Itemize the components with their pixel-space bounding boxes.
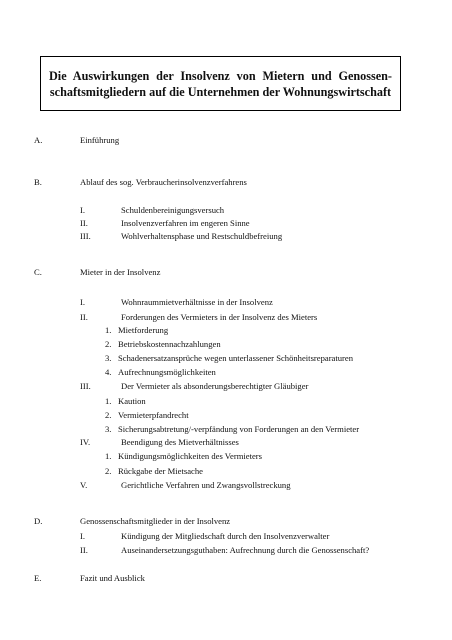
outline-item-text: Fazit und Ausblick — [80, 573, 145, 583]
outline-item-text: Forderungen des Vermieters in der Insolvenz des Mieters — [121, 312, 318, 322]
outline-item-label: IV. — [80, 437, 91, 447]
outline-item-label: II. — [80, 218, 88, 228]
outline-item-text: Einführung — [80, 135, 120, 145]
outline-item-text: Der Vermieter als absonderungsberechtigter Gläubiger — [121, 381, 309, 391]
outline-item-text: Gerichtliche Verfahren und Zwangsvollstreckung — [121, 480, 291, 490]
outline-item-text: Vermieterpfandrecht — [118, 410, 189, 420]
outline-item-label: III. — [80, 381, 91, 391]
outline-item-text: Ablauf des sog. Verbraucherinsolvenzverfahrens — [80, 177, 247, 187]
outline-item-text: Sicherungsabtretung/-verpfändung von Forderungen an den Vermieter — [118, 424, 360, 434]
outline-item-label: C. — [34, 267, 42, 277]
outline-item-label: V. — [80, 480, 88, 490]
outline-item-text: Aufrechnungsmöglichkeiten — [118, 367, 216, 377]
outline-item-text: Betriebskostennachzahlungen — [118, 339, 221, 349]
outline-item-label: 4. — [105, 367, 112, 377]
outline-item-label: II. — [80, 312, 88, 322]
outline-item-label: 2. — [105, 466, 112, 476]
outline-item-label: III. — [80, 231, 91, 241]
outline-item-label: A. — [34, 135, 43, 145]
outline-item-label: 3. — [105, 424, 112, 434]
outline-item-label: II. — [80, 545, 88, 555]
outline-item-text: Schadenersatzansprüche wegen unterlassener Schönheitsreparaturen — [118, 353, 354, 363]
outline-item-text: Kaution — [118, 396, 146, 406]
outline-item-text: Kündigung der Mitgliedschaft durch den Insolvenzverwalter — [121, 531, 330, 541]
outline-item-label: 2. — [105, 339, 112, 349]
outline-item-text: Auseinandersetzungsguthaben: Aufrechnung durch die Genossenschaft? — [121, 545, 370, 555]
outline-item-text: Insolvenzverfahren im engeren Sinne — [121, 218, 250, 228]
outline-item-text: Schuldenbereinigungsversuch — [121, 205, 225, 215]
outline-item-text: Wohlverhaltensphase und Restschuldbefreiung — [121, 231, 283, 241]
outline-item-label: B. — [34, 177, 42, 187]
outline-item-text: Beendigung des Mietverhältnisses — [121, 437, 239, 447]
outline-item-label: 1. — [105, 451, 112, 461]
outline-item-text: Mietforderung — [118, 325, 169, 335]
outline-item-text: Mieter in der Insolvenz — [80, 267, 161, 277]
outline-item-text: Rückgabe der Mietsache — [118, 466, 203, 476]
outline-item-text: Genossenschaftsmitglieder in der Insolvenz — [80, 516, 231, 526]
outline-item-label: I. — [80, 531, 86, 541]
title-box — [40, 56, 401, 111]
outline-item-label: I. — [80, 297, 86, 307]
outline-item-label: D. — [34, 516, 43, 526]
outline-item-label: 1. — [105, 325, 112, 335]
outline-item-label: I. — [80, 205, 86, 215]
document-title: Die Auswirkungen der Insolvenz von Mietern und Genossen-schaftsmitgliedern auf die Unternehmen der Wohnungswirtschaft — [49, 68, 392, 99]
outline-item-text: Wohnraummietverhältnisse in der Insolvenz — [121, 297, 273, 307]
outline-item-label: 1. — [105, 396, 112, 406]
outline-item-label: 2. — [105, 410, 112, 420]
outline-item-text: Kündigungsmöglichkeiten des Vermieters — [118, 451, 262, 461]
outline-item-label: E. — [34, 573, 42, 583]
outline-item-label: 3. — [105, 353, 112, 363]
